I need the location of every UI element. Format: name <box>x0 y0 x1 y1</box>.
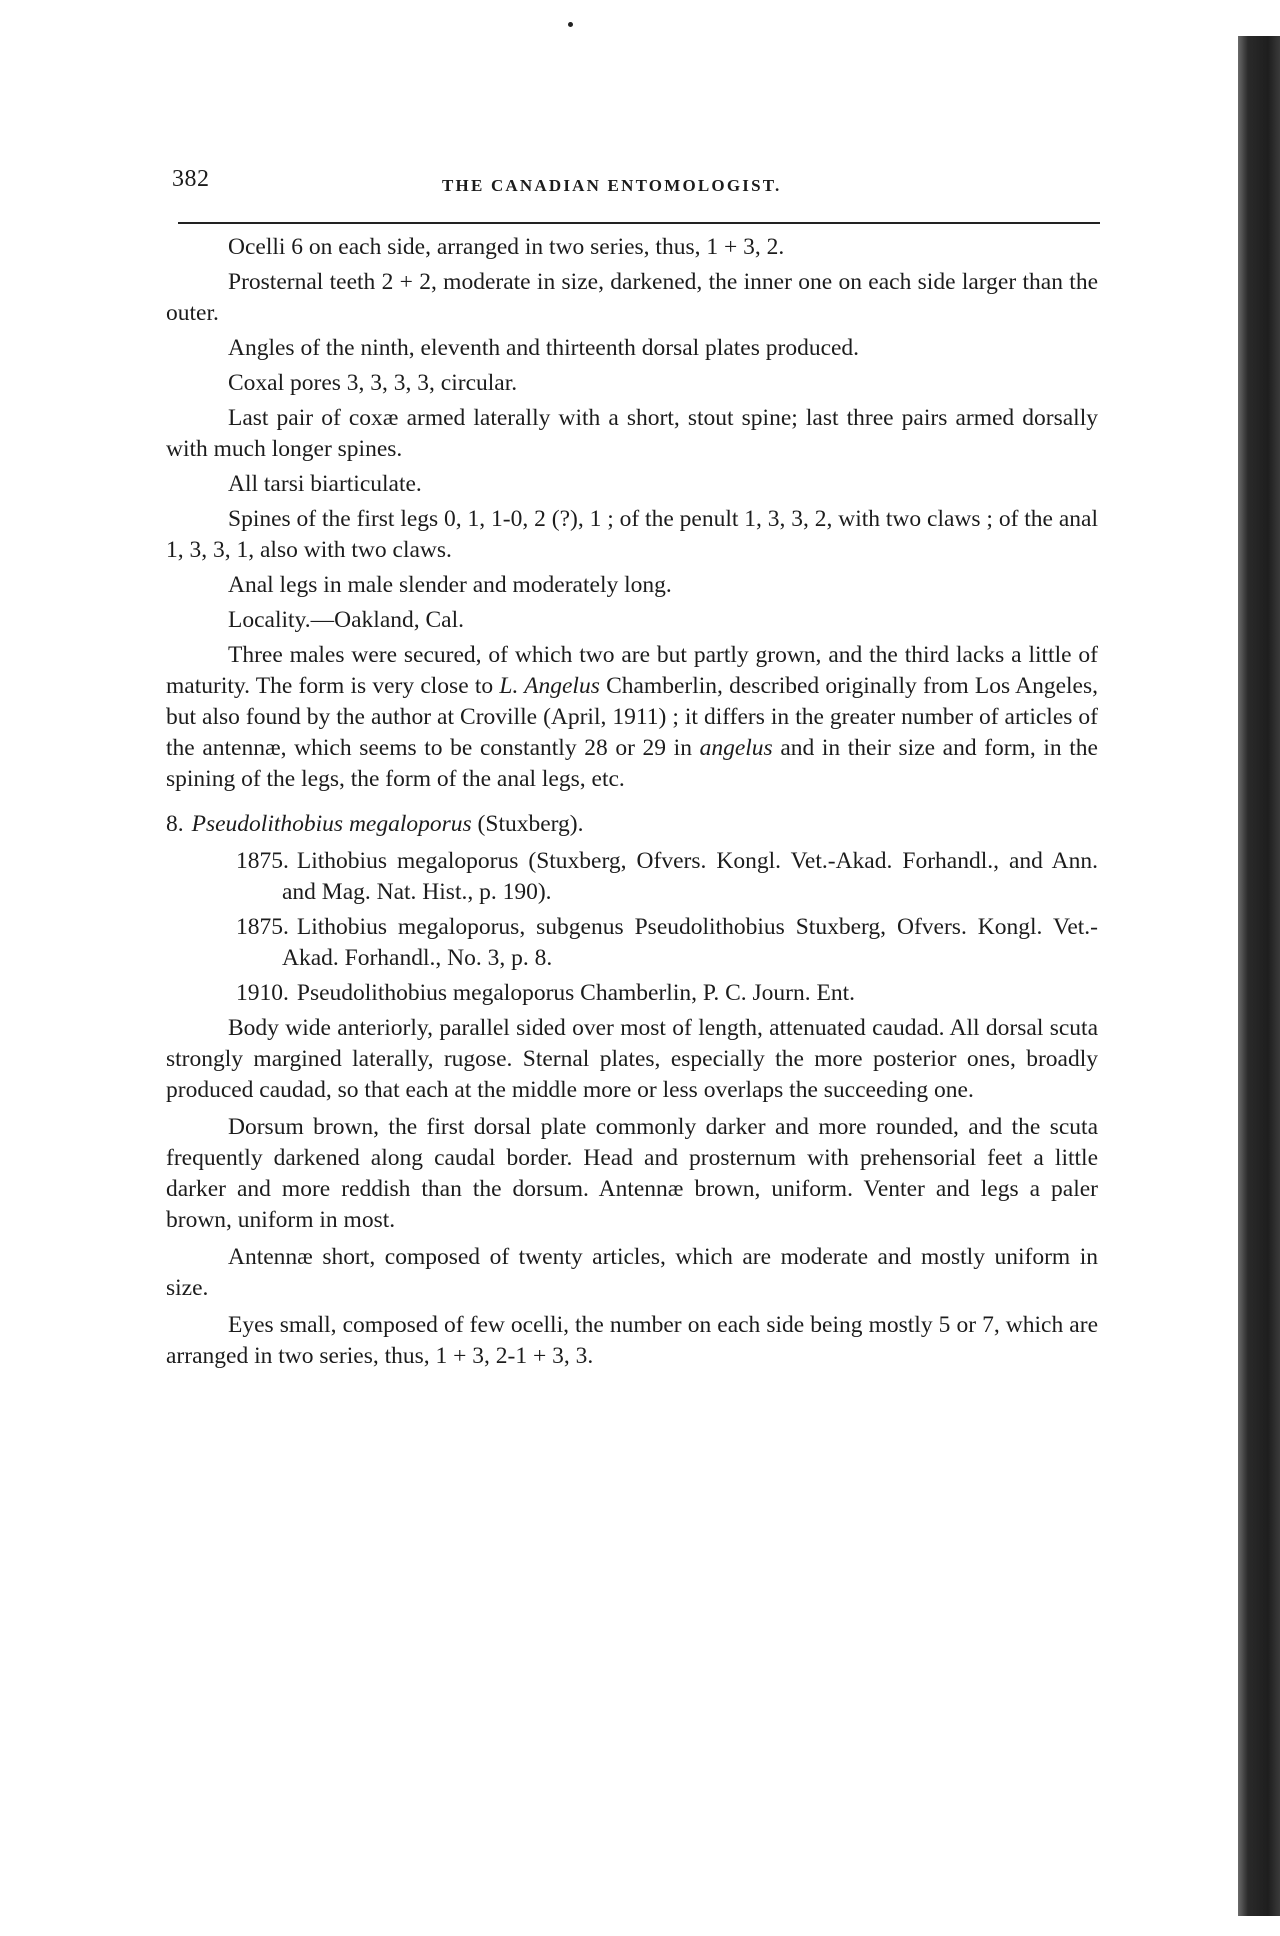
species-number: 8. <box>166 811 184 837</box>
body-text <box>166 232 1098 1378</box>
synonymy-year: 1875. <box>236 848 289 874</box>
species-name: Pseudolithobius megaloporus <box>191 811 472 837</box>
paragraph-eyes: Eyes small, composed of few ocelli, the number on each side being mostly 5 or 7, which are arranged in two series, thus, 1 + 3, 2-1 + 3, 3. <box>166 1312 1098 1369</box>
paragraph-comparison <box>166 640 1098 795</box>
species-authority: (Stuxberg). <box>477 811 584 837</box>
synonymy-text: Lithobius megaloporus, subgenus Pseudolithobius Stuxberg, Ofvers. Kongl. Vet.-Akad. Forhandl., No. 3, p. 8. <box>282 914 1098 971</box>
paragraph-anal-legs: Anal legs in male slender and moderately long. <box>228 572 672 598</box>
page-edge-mark <box>568 22 573 27</box>
book-spine-shadow <box>1238 36 1280 1916</box>
paragraph-coxal-pores: Coxal pores 3, 3, 3, 3, circular. <box>228 370 518 396</box>
paragraph-angles: Angles of the ninth, eleventh and thirteenth dorsal plates produced. <box>228 335 860 361</box>
comparison-italic-2: angelus <box>699 735 773 761</box>
comparison-italic-1: L. Angelus <box>499 673 600 699</box>
paragraph-coloration: Dorsum brown, the first dorsal plate commonly darker and more rounded, and the scuta frequently darkened along caudal border. Head and prosternum with prehensorial feet a little darker and more reddish than the dorsum. Antennæ brown, uniform. Venter and legs a paler brown, uniform in most. <box>166 1114 1098 1233</box>
synonymy-year: 1875. <box>236 914 289 940</box>
paragraph-antennae: Antennæ short, composed of twenty articles, which are moderate and mostly uniform in size. <box>166 1244 1098 1301</box>
journal-title: THE CANADIAN ENTOMOLOGIST. <box>442 176 782 195</box>
comparison-text-2: Chamberlin, described originally from Los Angeles, but also found by the author at Croville (April, 1911) ; it differs in the greater number of articles of the antennæ, which seems to be constantly 28 or 29 in <box>166 673 1098 761</box>
synonymy-year: 1910. <box>236 980 289 1006</box>
page-number: 382 <box>172 166 210 192</box>
paragraph-tarsi: All tarsi biarticulate. <box>228 471 422 497</box>
synonymy-entry <box>166 846 1098 908</box>
paragraph-locality: Locality.—Oakland, Cal. <box>228 607 465 633</box>
paragraph-spines: Spines of the first legs 0, 1, 1-0, 2 (?), 1 ; of the penult 1, 3, 3, 2, with two claws ; of the anal 1, 3, 3, 1, also with two claws. <box>166 506 1098 563</box>
paragraph-prosternal-teeth: Prosternal teeth 2 + 2, moderate in size, darkened, the inner one on each side larger than the outer. <box>166 269 1098 326</box>
paragraph-body-shape: Body wide anteriorly, parallel sided over most of length, attenuated caudad. All dorsal scuta strongly margined laterally, rugose. Sternal plates, especially the more posterior ones, broadly produced caudad, so that each at the middle more or less overlaps the succeeding one. <box>166 1015 1098 1103</box>
header-rule <box>178 222 1100 224</box>
comparison-text-1: Three males were secured, of which two are but partly grown, and the third lacks a little of maturity. The form is very close to <box>166 642 1098 699</box>
paragraph-coxae: Last pair of coxæ armed laterally with a short, stout spine; last three pairs armed dorsally with much longer spines. <box>166 405 1098 462</box>
comparison-text-3: and in their size and form, in the spining of the legs, the form of the anal legs, etc. <box>166 735 1098 792</box>
running-head <box>160 150 1100 206</box>
paragraph-ocelli: Ocelli 6 on each side, arranged in two series, thus, 1 + 3, 2. <box>228 234 785 260</box>
species-heading <box>166 809 1098 840</box>
book-page <box>160 150 1100 1750</box>
synonymy-text: Pseudolithobius megaloporus Chamberlin, P. C. Journ. Ent. <box>296 980 855 1006</box>
synonymy-entry <box>166 978 1098 1009</box>
synonymy-entry <box>166 912 1098 974</box>
synonymy-text: Lithobius megaloporus (Stuxberg, Ofvers. Kongl. Vet.-Akad. Forhandl., and Ann. and Mag. Nat. Hist., p. 190). <box>282 848 1098 905</box>
